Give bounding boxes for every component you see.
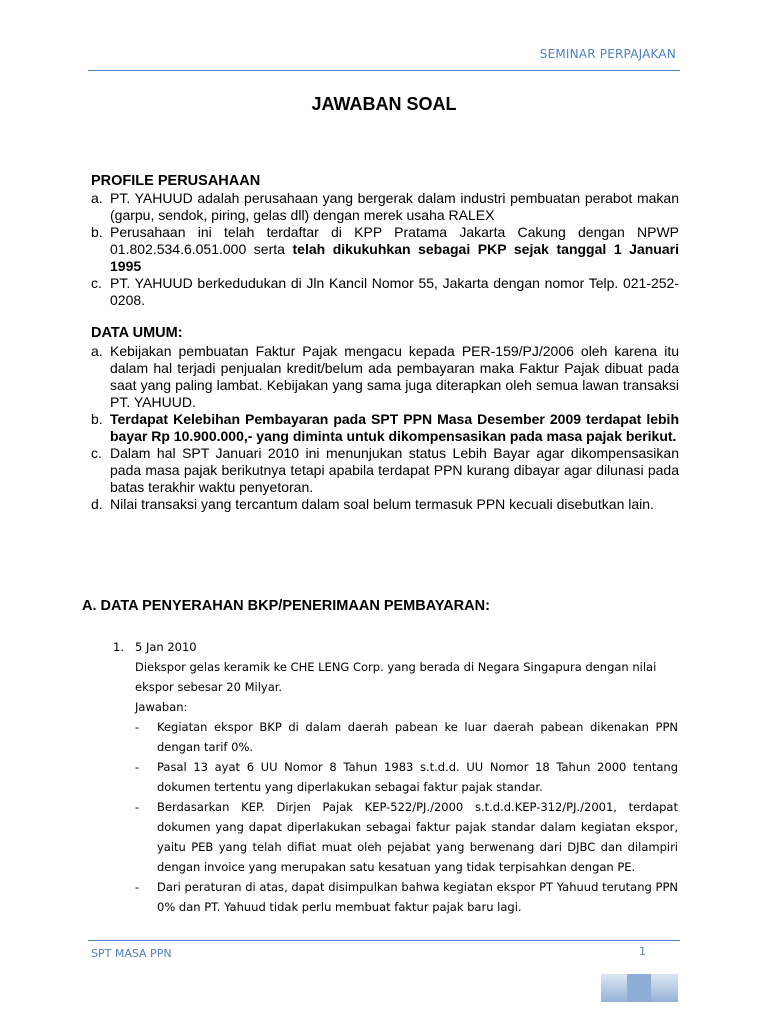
bullet-item	[135, 757, 678, 797]
data-umum-heading: DATA UMUM:	[91, 325, 183, 341]
bullet-text: Berdasarkan KEP. Dirjen Pajak KEP-522/PJ./2000 s.t.d.d.KEP-312/PJ./2001, terdapat dokumen yang dapat diperlakukan sebagai faktur pajak standar dalam kegiatan ekspor, yaitu PEB yang telah difiat muat oleh pejabat yang berwenang dari DJBC dan dilampiri dengan invoice yang merupakan satu kesatuan yang tidak terpisahkan dengan PE.	[157, 800, 678, 874]
bullet-text: Kegiatan ekspor BKP di dalam daerah pabean ke luar daerah pabean dikenakan PPN dengan tarif 0%.	[157, 720, 678, 754]
list-item-text: Nilai transaksi yang tercantum dalam soal belum termasuk PPN kecuali disebutkan lain.	[110, 496, 654, 512]
list-item-bold-text: Terdapat Kelebihan Pembayaran pada SPT PPN Masa Desember 2009 terdapat lebih bayar Rp 10.900.000,- yang diminta untuk dikompensasikan pada masa pajak berikut.	[110, 411, 679, 444]
list-item	[91, 445, 679, 496]
bullet-marker: -	[135, 800, 140, 814]
bullet-marker: -	[135, 880, 140, 894]
running-header: SEMINAR PERPAJAKAN	[539, 47, 676, 61]
bullet-item	[135, 717, 678, 757]
decor-block-middle	[627, 974, 651, 1002]
footer-divider	[88, 940, 680, 941]
item-date-row	[113, 637, 678, 657]
list-item-text: PT. YAHUUD berkedudukan di Jln Kancil Nomor 55, Jakarta dengan nomor Telp. 021-252-0208.	[110, 275, 679, 308]
list-marker: c.	[91, 445, 102, 461]
footer-decoration-icon	[600, 972, 680, 1008]
section-a-heading: A. DATA PENYERAHAN BKP/PENERIMAAN PEMBAYARAN:	[82, 598, 490, 614]
list-item	[91, 190, 679, 224]
list-marker: c.	[91, 275, 102, 291]
list-item-text: Dalam hal SPT Januari 2010 ini menunjukan status Lebih Bayar agar dikompensasikan pada masa pajak berikutnya tetapi apabila terdapat PPN kurang dibayar agar dilunasi pada batas terakhir waktu penyetoran.	[110, 445, 679, 495]
decor-block-right	[651, 974, 678, 1002]
list-item-text: PT. YAHUUD adalah perusahaan yang bergerak dalam industri pembuatan perabot makan (garpu, sendok, piring, gelas dll) dengan merek usaha RALEX	[110, 190, 679, 223]
item-description: Diekspor gelas keramik ke CHE LENG Corp. yang berada di Negara Singapura dengan nilai ekspor sebesar 20 Milyar.	[135, 660, 657, 694]
list-item	[91, 411, 679, 445]
section-a-items	[113, 637, 678, 917]
list-item	[91, 224, 679, 275]
list-marker: d.	[91, 496, 103, 512]
list-item-text: Perusahaan ini telah terdaftar di KPP Pratama Jakarta Cakung dengan NPWP 01.802.534.6.051.000 serta	[110, 224, 679, 257]
bullet-item	[135, 877, 678, 917]
list-item	[91, 343, 679, 411]
bullet-marker: -	[135, 720, 140, 734]
decor-block-left	[601, 974, 627, 1002]
bullet-text: Dari peraturan di atas, dapat disimpulkan bahwa kegiatan ekspor PT Yahuud terutang PPN 0% dan PT. Yahuud tidak perlu membuat faktur pajak baru lagi.	[157, 880, 678, 914]
data-umum-section	[91, 325, 679, 513]
item-number: 1.	[113, 640, 124, 654]
list-marker: b.	[91, 411, 103, 427]
header-divider	[88, 70, 680, 71]
list-marker: a.	[91, 343, 103, 359]
bullet-text: Pasal 13 ayat 6 UU Nomor 8 Tahun 1983 s.t.d.d. UU Nomor 18 Tahun 2000 tentang dokumen tertentu yang diperlakukan sebagai faktur pajak standar.	[157, 760, 678, 794]
list-marker: a.	[91, 190, 103, 206]
item-date: 5 Jan 2010	[135, 640, 197, 654]
list-item	[91, 496, 679, 513]
answer-label: Jawaban:	[135, 700, 188, 714]
bullet-item	[135, 797, 678, 877]
profile-heading: PROFILE PERUSAHAAN	[91, 173, 261, 189]
list-item	[91, 275, 679, 309]
answer-bullets	[135, 717, 678, 917]
document-title: JAWABAN SOAL	[311, 94, 457, 114]
bullet-marker: -	[135, 760, 140, 774]
page-number: 1	[639, 945, 646, 958]
list-item-text: Kebijakan pembuatan Faktur Pajak mengacu kepada PER-159/PJ/2006 oleh karena itu dalam hal terjadi penjualan kredit/belum ada pembayaran maka Faktur Pajak dibuat pada saat yang paling lambat. Kebijakan yang sama juga diterapkan oleh semua lawan transaksi PT. YAHUUD.	[110, 343, 679, 410]
footer-title: SPT MASA PPN	[91, 947, 172, 960]
list-item-bold-text: telah dikukuhkan sebagai PKP sejak tanggal 1 Januari 1995	[110, 241, 679, 274]
profile-section	[91, 173, 679, 309]
list-marker: b.	[91, 224, 103, 240]
item-body	[113, 657, 678, 917]
